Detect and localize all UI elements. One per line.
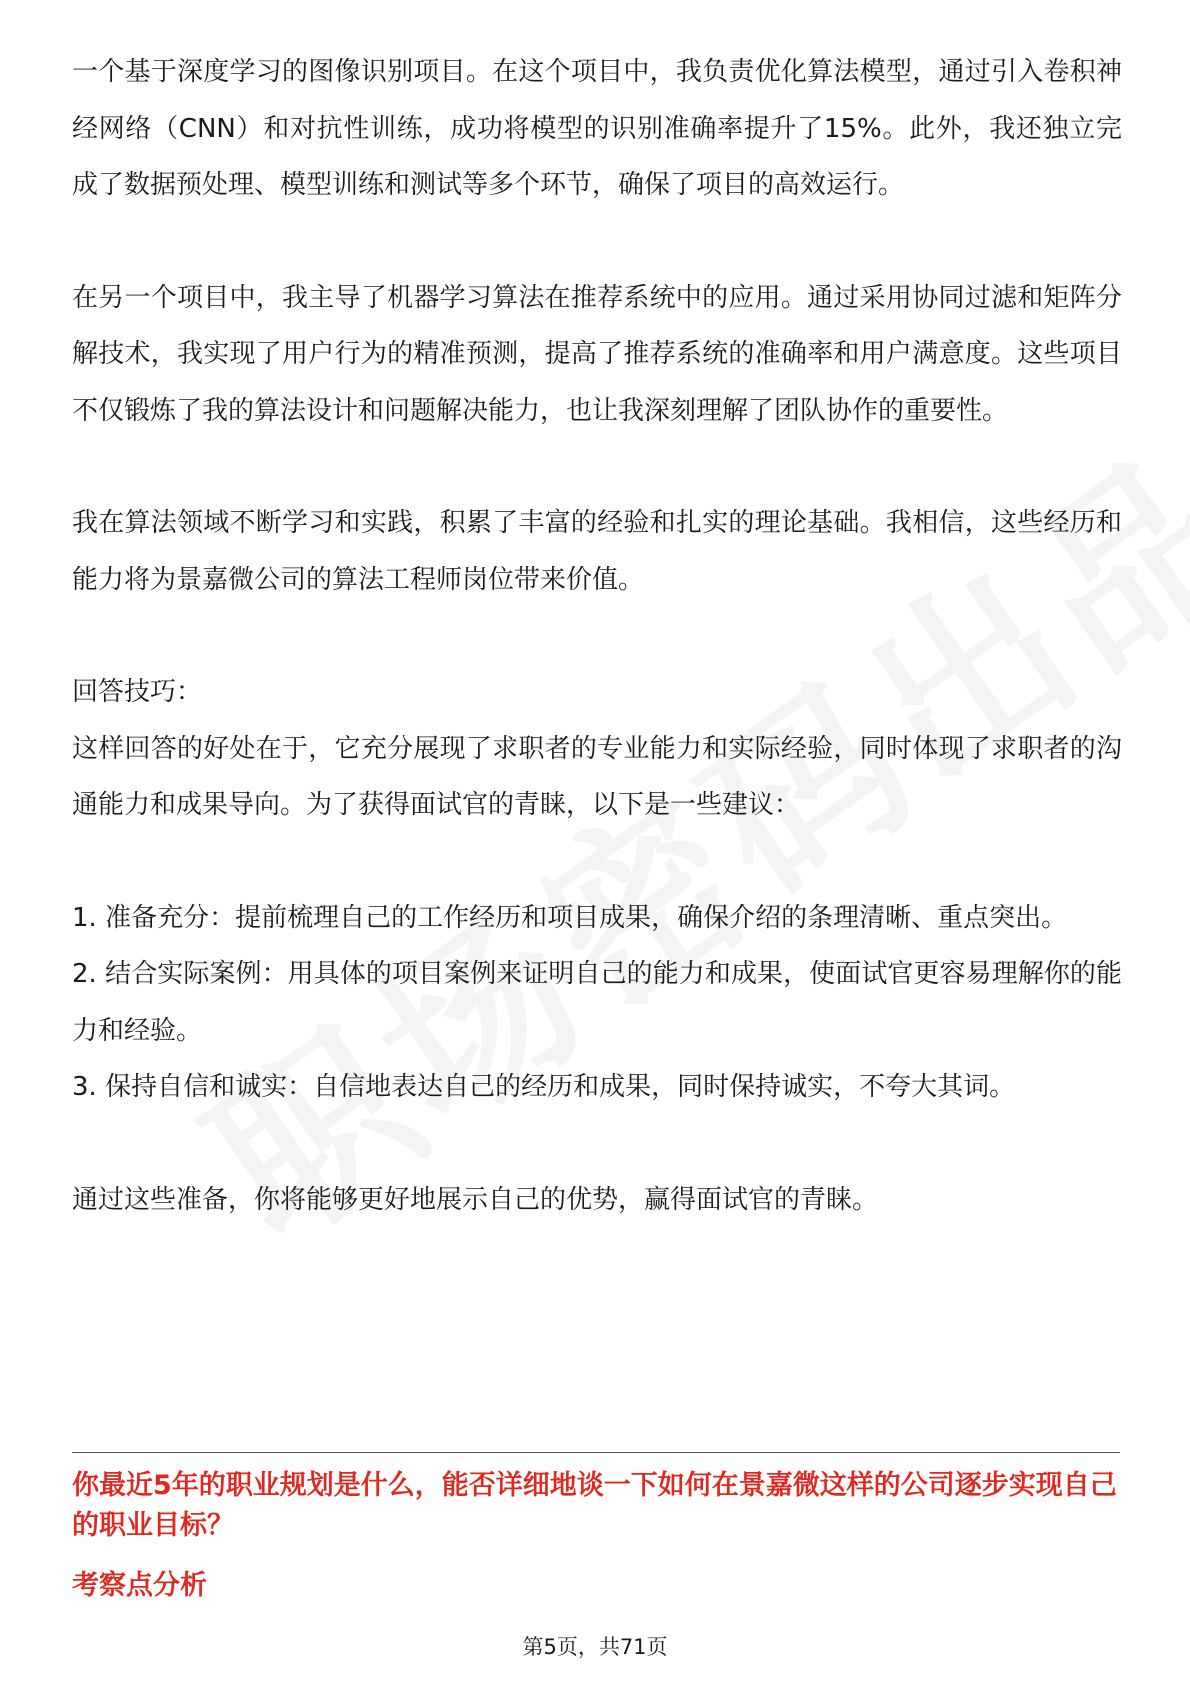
tips-heading: 回答技巧： <box>72 677 203 707</box>
closing-paragraph: 通过这些准备，你将能够更好地展示自己的优势，赢得面试官的青睐。 <box>72 1184 879 1215</box>
tip-item-1: 1. 准备充分：提前梳理自己的工作经历和项目成果，确保介绍的条理清晰、重点突出。 <box>72 902 1068 933</box>
body-content <box>72 44 1122 1228</box>
paragraph-gap <box>72 834 1122 890</box>
section-title: 考察点分析 <box>72 1570 207 1601</box>
paragraph-gap <box>72 608 1122 664</box>
paragraph-gap <box>72 214 1122 270</box>
paragraph-project-2: 在另一个项目中，我主导了机器学习算法在推荐系统中的应用。通过采用协同过滤和矩阵分解技术，我实现了用户行为的精准预测，提高了推荐系统的准确率和用户满意度。这些项目不仅锻炼了我的算法设计和问题解决能力，也让我深刻理解了团队协作的重要性。 <box>72 282 1122 426</box>
paragraph-gap <box>72 1116 1122 1172</box>
paragraph-gap <box>72 439 1122 495</box>
paragraph-project-1: 一个基于深度学习的图像识别项目。在这个项目中，我负责优化算法模型，通过引入卷积神经网络（CNN）和对抗性训练，成功将模型的识别准确率提升了15%。此外，我还独立完成了数据预处理、模型训练和测试等多个环节，确保了项目的高效运行。 <box>72 57 1122 200</box>
section-divider <box>72 1452 1120 1453</box>
paragraph-conclusion: 我在算法领域不断学习和实践，积累了丰富的经验和扎实的理论基础。我相信，这些经历和能力将为景嘉微公司的算法工程师岗位带来价值。 <box>72 508 1122 595</box>
tip-item-3: 3. 保持自信和诚实：自信地表达自己的经历和成果，同时保持诚实，不夸大其词。 <box>72 1072 1016 1102</box>
interview-question: 你最近5年的职业规划是什么，能否详细地谈一下如何在景嘉微这样的公司逐步实现自己的职业目标？ <box>72 1470 1117 1541</box>
page-number-footer: 第5页，共71页 <box>522 1635 668 1659</box>
tips-intro: 这样回答的好处在于，它充分展现了求职者的专业能力和实际经验，同时体现了求职者的沟通能力和成果导向。为了获得面试官的青睐，以下是一些建议： <box>72 733 1122 820</box>
tip-item-2: 2. 结合实际案例：用具体的项目案例来证明自己的能力和成果，使面试官更容易理解你的能力和经验。 <box>72 959 1122 1046</box>
